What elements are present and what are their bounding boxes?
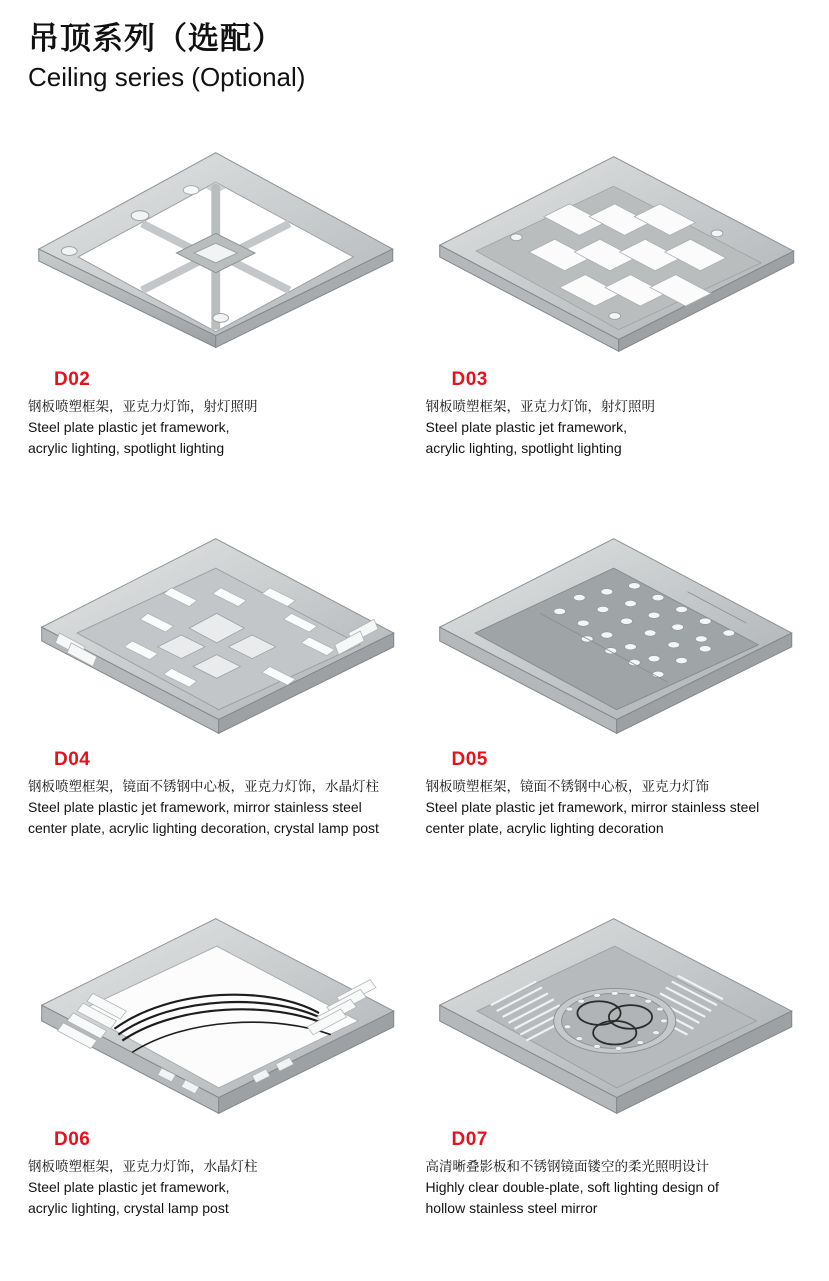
product-desc-en-line2-d05: center plate, acrylic lighting decoration [425,820,664,837]
product-cell-d02 [24,141,408,521]
product-code-d02: D02 [54,368,91,390]
ceiling-d07-icon [422,901,806,1129]
product-desc-en-line2-d07: hollow stainless steel mirror [425,1200,598,1217]
product-desc-en-line1-d06: Steel plate plastic jet framework, [28,1179,230,1196]
ceiling-d02-icon [24,141,408,369]
product-cell-d07 [422,901,806,1281]
ceiling-d04-icon [24,521,408,749]
ceiling-d03-icon [422,141,806,369]
product-desc-en-line2-d03: acrylic lighting, spotlight lighting [425,440,622,457]
product-code-d03: D03 [451,368,488,390]
product-code-d06: D06 [54,1128,91,1150]
product-caption-d05 [422,749,806,839]
product-desc-cn-d06: 钢板喷塑框架，亚克力灯饰，水晶灯柱 [28,1158,258,1174]
product-desc-en-line2-d06: acrylic lighting, crystal lamp post [28,1200,229,1217]
product-desc-en-line2-d04: center plate, acrylic lighting decoration, crystal lamp post [28,820,379,837]
product-image-d06 [24,901,408,1129]
product-cell-d03 [422,141,806,521]
product-caption-d03 [422,369,806,459]
product-image-d04 [24,521,408,749]
product-desc-en-line1-d03: Steel plate plastic jet framework, [425,419,628,436]
product-desc-cn-d02: 钢板喷塑框架，亚克力灯饰，射灯照明 [28,398,258,414]
product-code-d04: D04 [54,748,91,770]
product-desc-cn-d03: 钢板喷塑框架，亚克力灯饰，射灯照明 [425,398,655,414]
product-image-d05 [422,521,806,749]
product-cell-d05 [422,521,806,901]
ceiling-d06-icon [24,901,408,1129]
product-grid [24,141,805,1281]
page-title-en: Ceiling series (Optional) [28,61,306,92]
product-desc-en-line1-d05: Steel plate plastic jet framework, mirror stainless steel [425,799,760,816]
ceiling-d05-icon [422,521,806,749]
product-desc-en-line1-d07: Highly clear double-plate, soft lighting design of [425,1179,719,1196]
product-desc-cn-d05: 钢板喷塑框架，镜面不锈钢中心板，亚克力灯饰 [425,778,709,794]
product-image-d07 [422,901,806,1129]
product-cell-d06 [24,901,408,1281]
product-caption-d06 [24,1129,408,1219]
page-header [24,0,805,95]
product-image-d03 [422,141,806,369]
product-desc-cn-d04: 钢板喷塑框架，镜面不锈钢中心板，亚克力灯饰，水晶灯柱 [28,778,379,794]
product-desc-en-line1-d02: Steel plate plastic jet framework, [28,419,230,436]
page-title-cn: 吊顶系列（选配） [28,21,284,56]
product-cell-d04 [24,521,408,901]
product-desc-en-line1-d04: Steel plate plastic jet framework, mirror stainless steel [28,799,362,816]
product-caption-d07 [422,1129,806,1219]
product-desc-en-line2-d02: acrylic lighting, spotlight lighting [28,440,225,457]
product-caption-d02 [24,369,408,459]
product-code-d07: D07 [451,1128,488,1150]
product-code-d05: D05 [451,748,488,770]
product-desc-cn-d07: 高清晰叠影板和不锈钢镜面镂空的柔光照明设计 [425,1158,709,1174]
product-image-d02 [24,141,408,369]
product-caption-d04 [24,749,408,839]
